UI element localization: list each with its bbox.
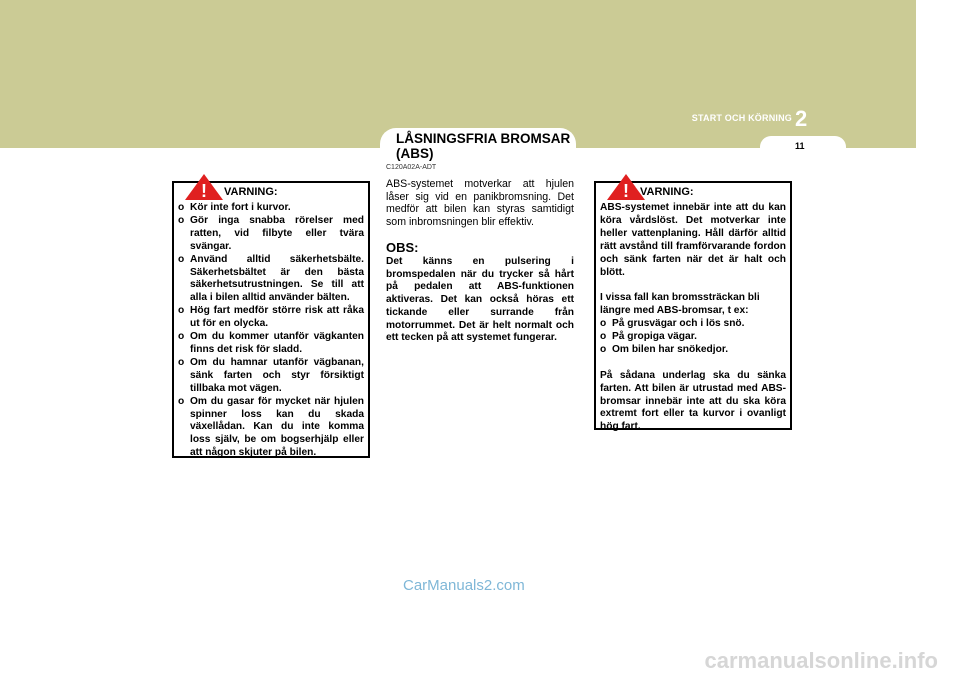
list-item: o Om bilen har snökedjor. bbox=[600, 343, 729, 355]
warning-title: VARNING: bbox=[224, 186, 278, 198]
warning-glyph: ! bbox=[201, 181, 207, 201]
warning-paragraph: ABS-systemet innebär inte att du kan köra vårdslöst. Det motverkar inte heller vattenplaning. Håll därför alltid rätt avstånd till framförvarande fordon och sänk farten när det är halt och blött. bbox=[600, 202, 786, 278]
warning-triangle-icon bbox=[184, 173, 224, 201]
warning-list bbox=[178, 202, 364, 460]
list-item: o Gör inga snabba rörelser med ratten, vid filbyte eller tvära svängar. bbox=[178, 214, 364, 252]
warning-glyph: ! bbox=[623, 181, 629, 201]
page-number: 11 bbox=[795, 141, 805, 151]
obs-heading: OBS: bbox=[386, 240, 419, 255]
warning-paragraph: I vissa fall kan bromssträckan bli längre med ABS-bromsar, t ex: bbox=[600, 292, 760, 317]
warning-title: VARNING: bbox=[640, 186, 694, 198]
obs-text: Det känns en pulsering i bromspedalen när du trycker så hårt på pedalen att ABS-funktionen aktiveras. Det kan också höras ett tickande eller surrande från motorrummet. Det är helt normalt och ett tecken på att systemet fungerar. bbox=[386, 256, 574, 344]
watermark-corner[interactable]: carmanualsonline.info bbox=[704, 648, 938, 673]
section-code: C120A02A-ADT bbox=[386, 164, 437, 171]
warning-box-right bbox=[594, 181, 792, 433]
abs-intro-text: ABS-systemet motverkar att hjulen låser sig vid en panikbromsning. Det medför att bilen kan styras samtidigt som inbromsningen blir effektiv. bbox=[386, 178, 574, 229]
header-band bbox=[0, 0, 916, 148]
warning-box-left bbox=[172, 181, 370, 458]
section-title: LÅSNINGSFRIA BROMSAR (ABS) bbox=[396, 131, 571, 161]
list-item: o På gropiga vägar. bbox=[600, 331, 697, 343]
list-item: o Om du gasar för mycket när hjulen spinner loss kan du skada växellådan. Kan du inte komma loss själv, be om bogserhjälp eller att någon skjuter på bilen. bbox=[178, 395, 364, 459]
list-item: o Om du kommer utanför vägkanten finns det risk för sladd. bbox=[178, 331, 364, 355]
chapter-label: START OCH KÖRNING bbox=[691, 113, 792, 123]
list-item: o Hög fart medför större risk att råka ut för en olycka. bbox=[178, 305, 364, 330]
warning-body bbox=[600, 202, 786, 447]
list-item: o Använd alltid säkerhetsbälte. Säkerhetsbältet är den bästa säkerhetsutrustningen. Se till att alla i bilen alltid använder bälten. bbox=[178, 253, 364, 304]
warning-paragraph: På sådana underlag ska du sänka farten. Att bilen är utrustad med ABS-bromsar innebär inte att du ska köra extremt fort eller ta kurvor i ovanligt hög fart. bbox=[600, 369, 786, 433]
watermark-center[interactable]: CarManuals2.com bbox=[403, 577, 525, 594]
list-item: o Kör inte fort i kurvor. bbox=[178, 202, 291, 213]
list-item: o På grusvägar och i lös snö. bbox=[600, 318, 745, 330]
list-item: o Om du hamnar utanför vägbanan, sänk farten och styr försiktigt tillbaka mot vägen. bbox=[178, 356, 364, 394]
chapter-number: 2 bbox=[795, 106, 808, 131]
